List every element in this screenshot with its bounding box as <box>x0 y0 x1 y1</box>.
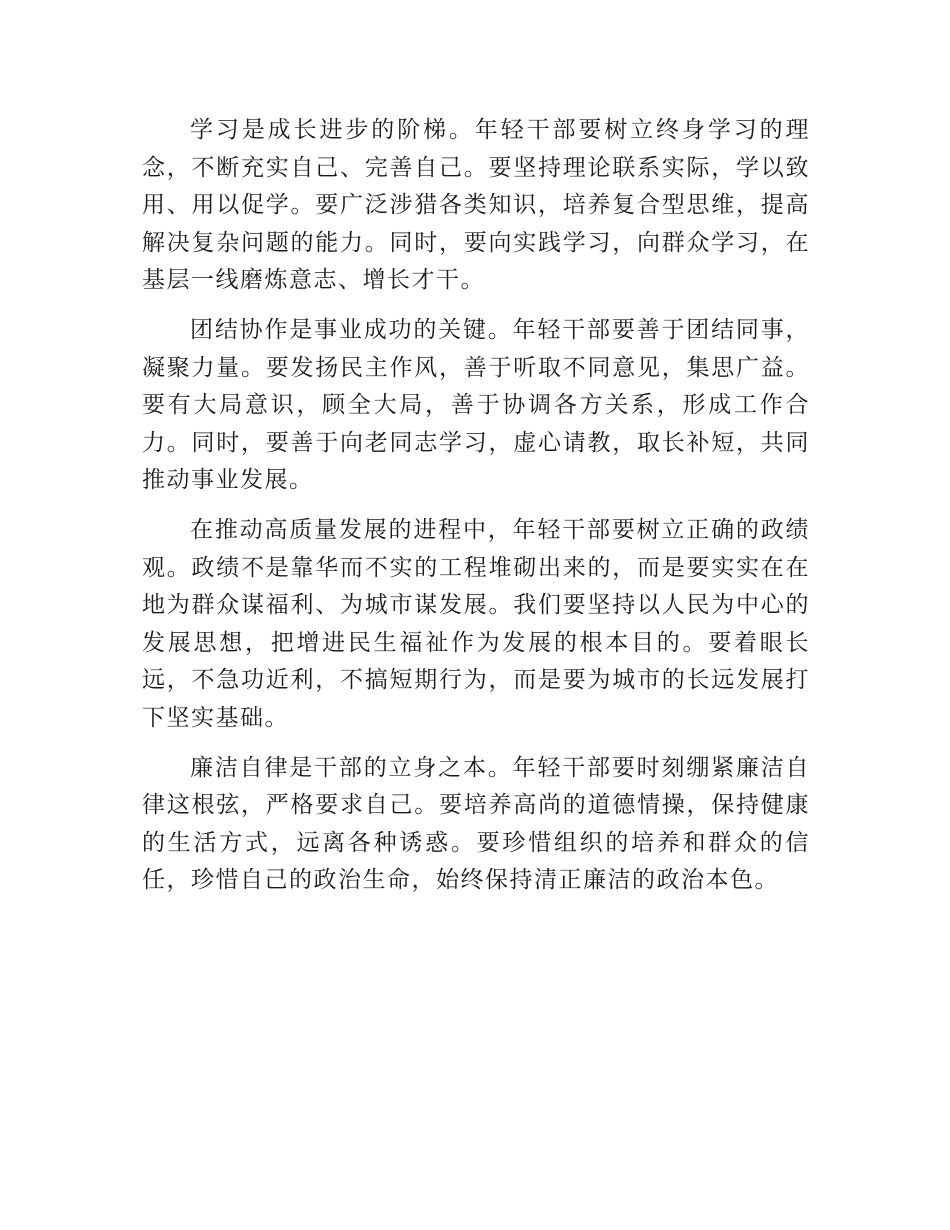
paragraph-integrity: 廉洁自律是干部的立身之本。年轻干部要时刻绷紧廉洁自律这根弦，严格要求自己。要培养高尚的道德情操，保持健康的生活方式，远离各种诱惑。要珍惜组织的培养和群众的信任，珍惜自己的政治生命，始终保持清正廉洁的政治本色。 <box>142 754 810 894</box>
paragraph-teamwork: 团结协作是事业成功的关键。年轻干部要善于团结同事，凝聚力量。要发扬民主作风，善于听取不同意见，集思广益。要有大局意识，顾全大局，善于协调各方关系，形成工作合力。同时，要善于向老同志学习，虚心请教，取长补短，共同推动事业发展。 <box>142 316 810 494</box>
paragraph-learning: 学习是成长进步的阶梯。年轻干部要树立终身学习的理念，不断充实自己、完善自己。要坚持理论联系实际，学以致用、用以促学。要广泛涉猎各类知识，培养复合型思维，提高解决复杂问题的能力。同时，要向实践学习，向群众学习，在基层一线磨炼意志、增长才干。 <box>142 117 810 294</box>
paragraph-performance: 在推动高质量发展的进程中，年轻干部要树立正确的政绩观。政绩不是靠华而不实的工程堆砌出来的，而是要实实在在地为群众谋福利、为城市谋发展。我们要坚持以人民为中心的发展思想，把增进民生福祉作为发展的根本目的。要着眼长远，不急功近利，不搞短期行为，而是要为城市的长远发展打下坚实基础。 <box>142 516 810 731</box>
document-body <box>142 112 810 912</box>
